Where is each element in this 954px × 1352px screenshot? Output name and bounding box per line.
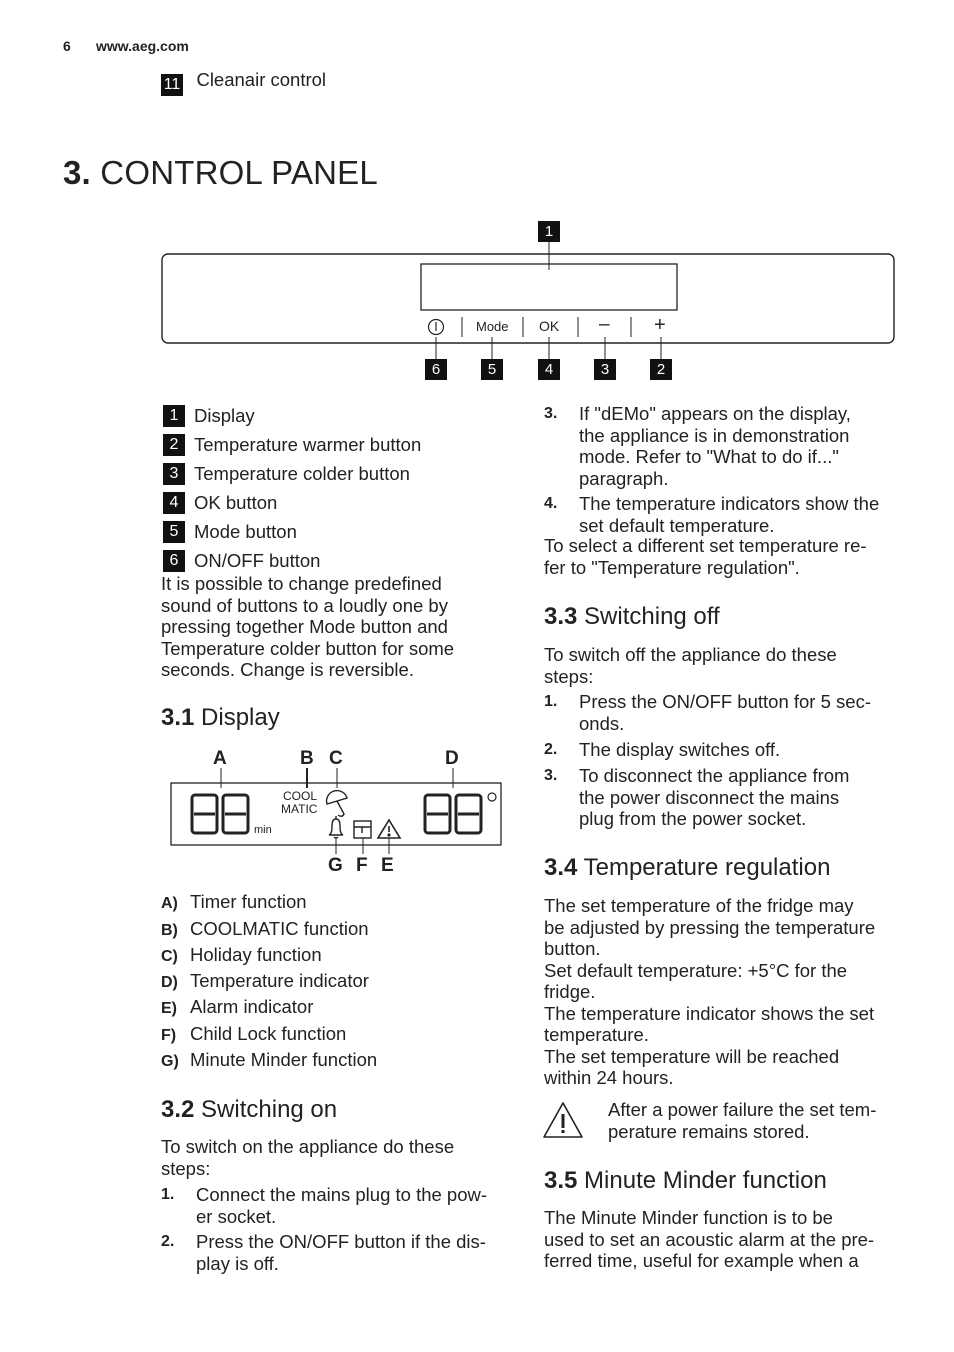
mode-button[interactable]: Mode xyxy=(476,319,509,334)
function-label: COOLMATIC function xyxy=(190,918,369,939)
text-line: paragraph. xyxy=(579,467,669,489)
text-line: the power disconnect the mains xyxy=(579,786,840,808)
legend-label: Temperature warmer button xyxy=(194,434,422,456)
function-key: D) xyxy=(161,974,178,991)
step-number: 3. xyxy=(544,405,558,422)
temperature-digits-icon xyxy=(425,793,496,833)
prev-legend-item xyxy=(161,69,327,96)
callout-6: 6 xyxy=(425,359,447,380)
text-line: To switch on the appliance do these xyxy=(161,1136,455,1157)
text-line: button. xyxy=(544,938,601,959)
text-line: Set default temperature: +5°C for the xyxy=(544,959,848,981)
step-number: 4. xyxy=(544,495,558,512)
plus-button[interactable]: + xyxy=(654,314,666,336)
function-label: Child Lock function xyxy=(190,1023,347,1044)
step-item xyxy=(544,765,904,831)
section-number: 3.4 xyxy=(544,854,578,881)
ok-button[interactable]: OK xyxy=(539,318,560,334)
legend-item xyxy=(163,404,255,427)
badge: 4 xyxy=(163,492,185,514)
warning-icon xyxy=(543,1100,585,1140)
section-title: Switching off xyxy=(584,603,720,630)
text-line: set default temperature. xyxy=(579,514,775,536)
function-item xyxy=(161,1049,377,1071)
callout-4: 4 xyxy=(538,359,560,380)
text-line: play is off. xyxy=(196,1252,279,1274)
label-g: G xyxy=(328,855,343,876)
temperature-body xyxy=(544,895,904,1089)
coolmatic-label-2: MATIC xyxy=(281,802,318,816)
function-label: Minute Minder function xyxy=(190,1049,378,1070)
warning-text xyxy=(608,1099,908,1142)
legend-label: Temperature colder button xyxy=(194,463,410,485)
text-line: ferred time, useful for example when a xyxy=(544,1250,859,1271)
text-line: The set temperature of the fridge may xyxy=(544,895,854,916)
section-number: 3.1 xyxy=(161,704,195,731)
function-item xyxy=(161,996,313,1018)
step-number: 2. xyxy=(161,1233,175,1250)
text-line: onds. xyxy=(579,712,625,734)
text-line: mode. Refer to "What to do if..." xyxy=(579,446,839,467)
text-line: fer to "Temperature regulation". xyxy=(544,556,800,578)
legend-item xyxy=(163,433,421,456)
text-line: sound of buttons to a loudly one by xyxy=(161,594,448,616)
step-number: 1. xyxy=(161,1186,175,1203)
text-line: If "dEMo" appears on the display, xyxy=(579,403,851,424)
function-key: F) xyxy=(161,1027,177,1044)
chapter-number: 3. xyxy=(63,154,91,191)
text-line: To select a different set temperature re- xyxy=(544,535,867,556)
text-line: used to set an acoustic alarm at the pre- xyxy=(544,1228,875,1250)
page-number: 6 xyxy=(63,38,71,54)
text-line: er socket. xyxy=(196,1205,277,1227)
step-number: 2. xyxy=(544,741,558,758)
step-item xyxy=(544,691,904,735)
section-title: Switching on xyxy=(201,1096,338,1123)
section-title: Temperature regulation xyxy=(583,854,831,881)
legend-label: OK button xyxy=(194,492,278,514)
label-c: C xyxy=(329,748,343,769)
section-heading-display xyxy=(161,704,280,732)
text-line: Press the ON/OFF button for 5 sec- xyxy=(579,691,871,712)
callout-3: 3 xyxy=(594,359,616,380)
coolmatic-label-1: COOL xyxy=(283,789,318,803)
text-line: The Minute Minder function is to be xyxy=(544,1207,833,1228)
label-f: F xyxy=(356,855,368,876)
function-key: C) xyxy=(161,948,178,965)
child-lock-icon xyxy=(354,821,371,838)
legend-label: Mode button xyxy=(194,521,297,543)
display-diagram xyxy=(168,746,508,882)
badge: 1 xyxy=(163,405,185,427)
function-item xyxy=(161,891,307,913)
label-e: E xyxy=(381,855,394,876)
section-title: Display xyxy=(201,704,280,731)
badge: 11 xyxy=(161,74,183,96)
text-line: The set temperature will be reached xyxy=(544,1045,840,1067)
section-heading-minute-minder xyxy=(544,1167,827,1195)
badge: 5 xyxy=(163,521,185,543)
text-line: The temperature indicators show the xyxy=(579,493,880,514)
step-item xyxy=(544,739,904,761)
text-line: It is possible to change predefined xyxy=(161,573,442,594)
text-line: The display switches off. xyxy=(579,739,781,760)
chapter-title-text: CONTROL PANEL xyxy=(100,154,378,191)
text-line: fridge. xyxy=(544,981,596,1002)
minute-minder-body xyxy=(544,1207,904,1272)
text-line: Temperature colder button for some xyxy=(161,637,455,659)
section-title: Minute Minder function xyxy=(584,1167,827,1194)
minus-button[interactable]: – xyxy=(599,314,610,335)
section-number: 3.3 xyxy=(544,603,578,630)
function-key: B) xyxy=(161,922,178,939)
section-number: 3.2 xyxy=(161,1096,195,1123)
timer-digits-icon xyxy=(192,795,248,833)
text-line: steps: xyxy=(544,665,594,687)
on-off-icon[interactable] xyxy=(429,320,444,335)
step-item xyxy=(544,403,904,491)
step-number: 3. xyxy=(544,767,558,784)
label-d: D xyxy=(445,748,459,769)
text-line: To switch off the appliance do these xyxy=(544,644,837,665)
bell-icon xyxy=(329,816,343,838)
legend-label: Cleanair control xyxy=(196,69,327,90)
text-line: To disconnect the appliance from xyxy=(579,765,850,786)
section-heading-temperature-regulation xyxy=(544,854,830,882)
label-a: A xyxy=(213,748,227,769)
function-label: Alarm indicator xyxy=(190,996,314,1017)
min-label: min xyxy=(254,824,272,836)
function-item xyxy=(161,944,322,966)
badge: 6 xyxy=(163,550,185,572)
step-item xyxy=(544,493,904,537)
sound-note xyxy=(161,573,501,681)
switch-on-intro xyxy=(161,1136,506,1179)
section-heading-switching-off xyxy=(544,603,720,631)
function-label: Temperature indicator xyxy=(190,970,369,991)
function-item xyxy=(161,1023,346,1045)
site-url[interactable]: www.aeg.com xyxy=(96,38,189,54)
function-item xyxy=(161,970,369,992)
alarm-icon xyxy=(378,820,400,838)
label-b: B xyxy=(300,748,314,769)
function-label: Timer function xyxy=(190,891,307,912)
text-line: pressing together Mode button and xyxy=(161,616,448,637)
text-line: plug from the power socket. xyxy=(579,808,807,829)
switch-off-intro xyxy=(544,644,904,687)
legend-label: Display xyxy=(194,405,255,427)
callout-1: 1 xyxy=(538,221,560,242)
section-number: 3.5 xyxy=(544,1167,578,1194)
function-key: A) xyxy=(161,895,178,912)
control-panel-diagram xyxy=(160,220,900,390)
step-number: 1. xyxy=(544,693,558,710)
text-line: steps: xyxy=(161,1157,211,1179)
step-item xyxy=(161,1231,506,1275)
chapter-title xyxy=(63,154,378,192)
text-line: be adjusted by pressing the temperature xyxy=(544,916,876,938)
text-line: within 24 hours. xyxy=(544,1067,674,1088)
function-item xyxy=(161,918,369,940)
text-line: The temperature indicator shows the set xyxy=(544,1002,875,1024)
function-key: G) xyxy=(161,1053,179,1070)
holiday-icon xyxy=(327,791,347,817)
callout-2: 2 xyxy=(650,359,672,380)
select-note xyxy=(544,535,904,578)
text-line: perature remains stored. xyxy=(608,1120,810,1142)
text-line: the appliance is in demonstration xyxy=(579,424,850,446)
callout-5: 5 xyxy=(481,359,503,380)
text-line: seconds. Change is reversible. xyxy=(161,659,414,680)
text-line: Connect the mains plug to the pow- xyxy=(196,1184,488,1205)
text-line: After a power failure the set tem- xyxy=(608,1099,877,1120)
legend-label: ON/OFF button xyxy=(194,550,321,572)
text-line: temperature. xyxy=(544,1024,649,1045)
function-label: Holiday function xyxy=(190,944,322,965)
section-heading-switching-on xyxy=(161,1096,337,1124)
function-key: E) xyxy=(161,1000,177,1017)
legend-item xyxy=(163,520,297,543)
badge: 2 xyxy=(163,434,185,456)
badge: 3 xyxy=(163,463,185,485)
legend-item xyxy=(163,549,320,572)
legend-item xyxy=(163,462,410,485)
text-line: Press the ON/OFF button if the dis- xyxy=(196,1231,486,1252)
legend-item xyxy=(163,491,277,514)
step-item xyxy=(161,1184,506,1228)
